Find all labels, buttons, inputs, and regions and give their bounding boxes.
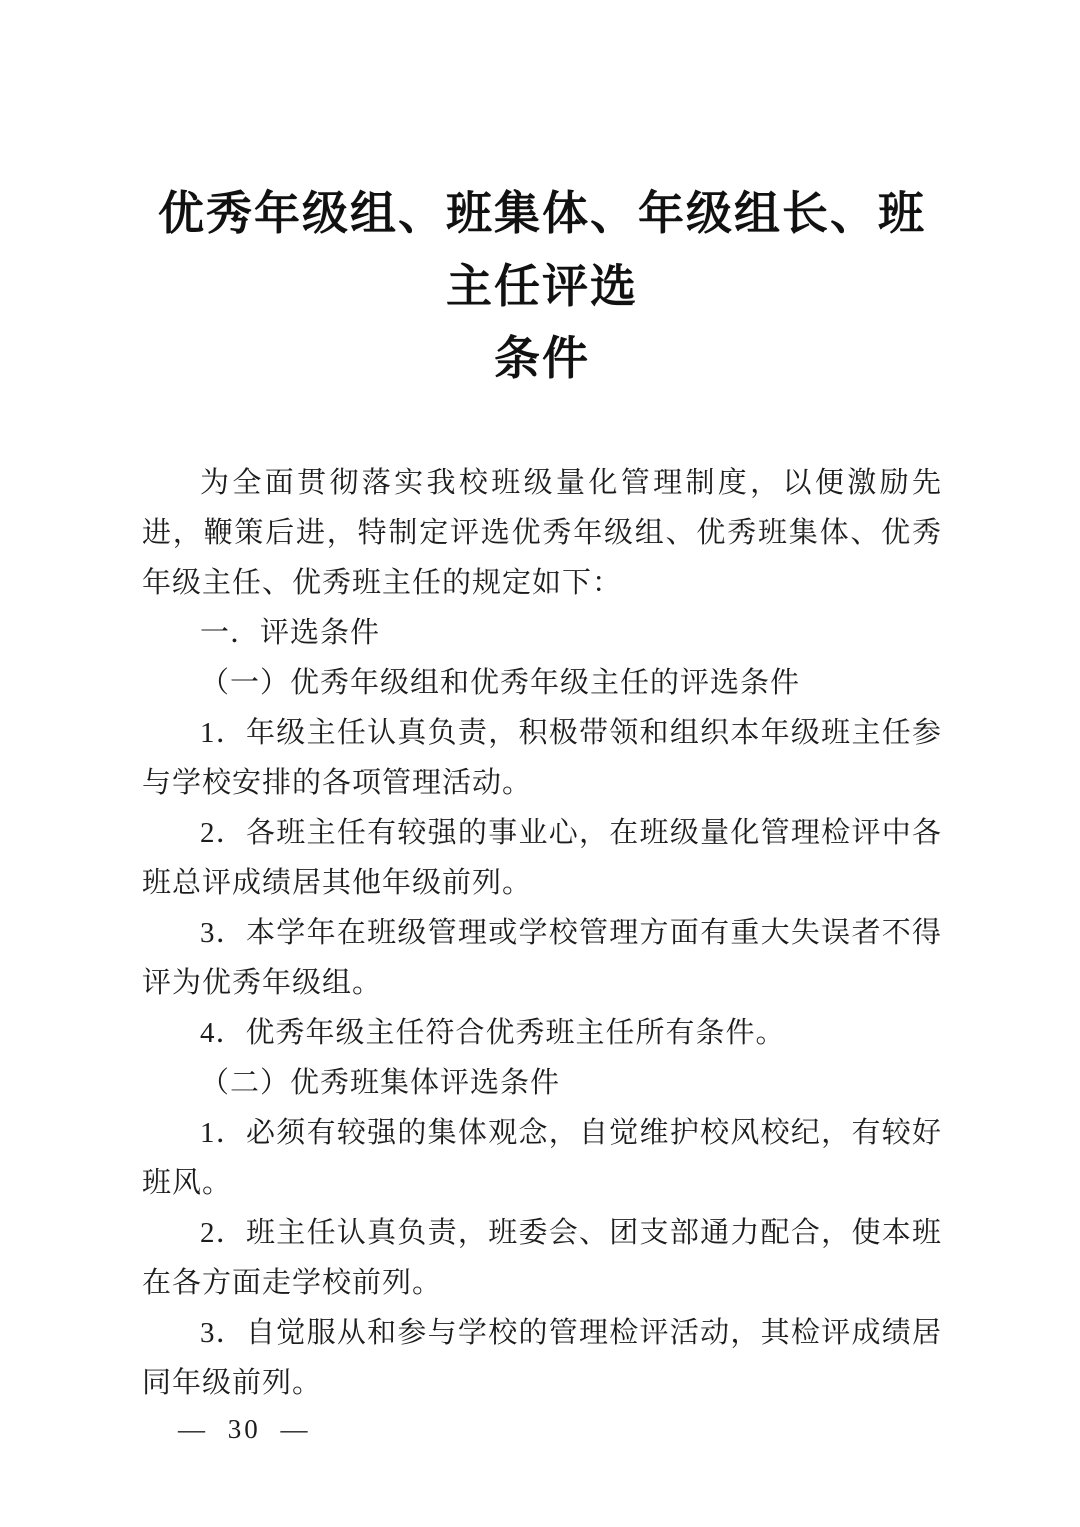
paragraph-intro: 为全面贯彻落实我校班级量化管理制度，以便激励先进，鞭策后进，特制定评选优秀年级组、优秀班集体、优秀年级主任、优秀班主任的规定如下： [142, 467, 942, 600]
document-body [142, 458, 942, 1408]
list-item: 4．优秀年级主任符合优秀班主任所有条件。 [200, 1017, 786, 1050]
document-title [142, 178, 942, 396]
document-title-line-2: 条件 [494, 333, 590, 385]
list-item: 1．年级主任认真负责，积极带领和组织本年级班主任参与学校安排的各项管理活动。 [142, 717, 942, 800]
list-item: 1．必须有较强的集体观念，自觉维护校风校纪，有较好班风。 [142, 1117, 942, 1200]
list-item: 2．班主任认真负责，班委会、团支部通力配合，使本班在各方面走学校前列。 [142, 1217, 942, 1300]
heading-subsection-2: （二）优秀班集体评选条件 [200, 1067, 561, 1100]
document-title-line-1: 优秀年级组、班集体、年级组长、班主任评选 [158, 188, 926, 312]
heading-subsection-1: （一）优秀年级组和优秀年级主任的评选条件 [200, 667, 801, 700]
list-item: 2．各班主任有较强的事业心，在班级量化管理检评中各班总评成绩居其他年级前列。 [142, 817, 942, 900]
heading-section-1: 一．评选条件 [200, 617, 381, 650]
page-number: — 30 — [178, 1414, 311, 1444]
page-footer [178, 1414, 311, 1445]
list-item: 3．自觉服从和参与学校的管理检评活动，其检评成绩居同年级前列。 [142, 1317, 942, 1400]
list-item: 3．本学年在班级管理或学校管理方面有重大失误者不得评为优秀年级组。 [142, 917, 942, 1000]
